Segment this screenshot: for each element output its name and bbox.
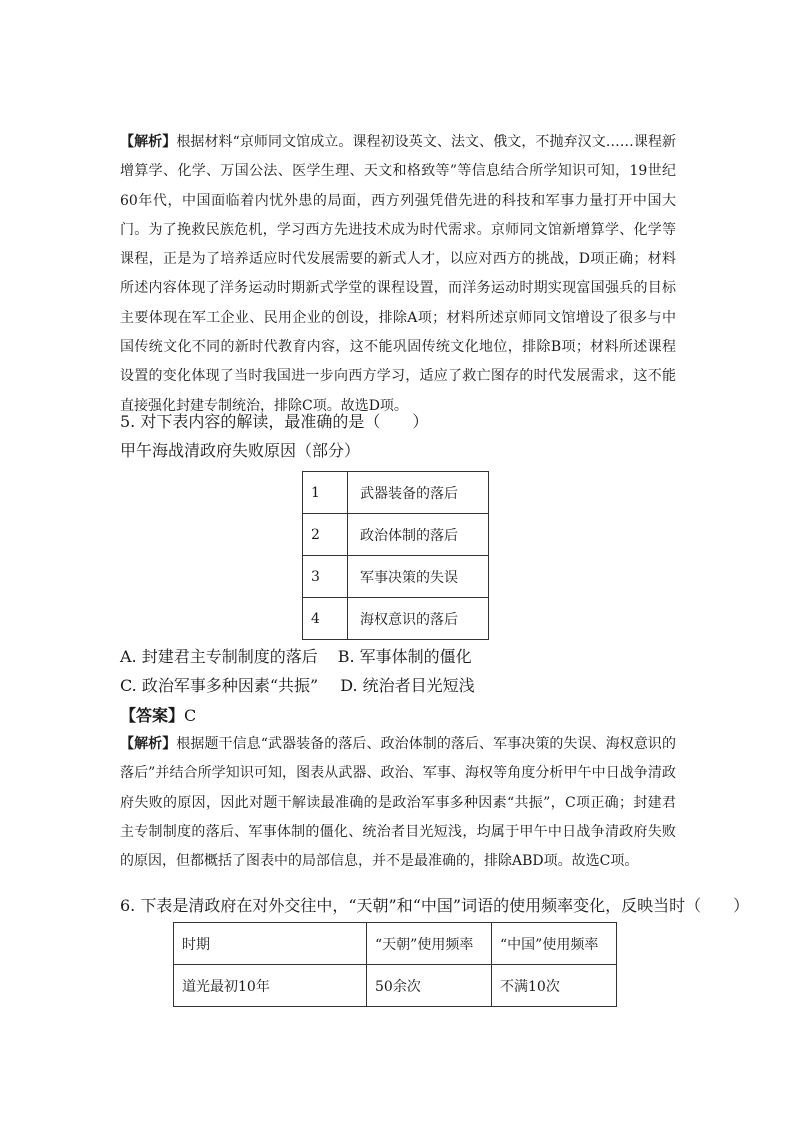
- option-d: D. 统治者目光短浅: [340, 676, 475, 696]
- table-row: [303, 472, 489, 514]
- option-b: B. 军事体制的僵化: [337, 647, 472, 666]
- analysis-q4: [120, 128, 676, 421]
- question-6: [120, 891, 749, 920]
- table-caption: 甲午海战清政府失败原因（部分）: [120, 441, 361, 461]
- analysis-tag: 【解析】: [120, 134, 177, 150]
- question-5-stem: 5. 对下表内容的解读，最准确的是（ ）: [120, 412, 429, 431]
- failure-reasons-table: [302, 471, 489, 640]
- answer-value: C: [184, 705, 197, 725]
- header-tianchao: “天朝”使用频率: [367, 923, 492, 965]
- row-text: 武器装备的落后: [348, 472, 489, 514]
- row-number: 1: [303, 472, 348, 514]
- word-frequency-table: [173, 922, 617, 1007]
- table-row: [303, 598, 489, 640]
- option-c: C. 政治军事多种因素“共振”: [120, 676, 319, 696]
- row-text: 军事决策的失误: [348, 556, 489, 598]
- analysis-text: 根据材料“京师同文馆成立。课程初设英文、法文、俄文，不抛弃汉文……课程新增算学、化学、万国公法、医学生理、天文和格致等”等信息结合所学知识可知，19世纪60年代，中国面临着内忧外患的局面，西方列强凭借先进的科技和军事力量打开中国大门。为了挽救民族危机，学习西方先进技术成为时代需求。京师同文馆新增算学、化学等课程，正是为了培养适应时代发展需要的新式人才，以应对西方的挑战，D项正确；材料所述内容体现了洋务运动时期新式学堂的课程设置，而洋务运动时期实现富国强兵的目标主要体现在军工企业、民用企业的创设，排除A项；材料所述京师同文馆增设了很多与中国传统文化不同的新时代教育内容，这不能巩固传统文化地位，排除B项；材料所述课程设置的变化体现了当时我国进一步向西方学习，适应了救亡图存的时代发展需求，这不能直接强化封建专制统治，排除C项。故选D项。: [120, 134, 677, 414]
- analysis-tag: 【解析】: [120, 736, 177, 752]
- question-6-stem: 6. 下表是清政府在对外交往中，“天朝”和“中国”词语的使用频率变化，反映当时（ ）: [120, 896, 750, 915]
- row-text: 政治体制的落后: [348, 514, 489, 556]
- table-row: [303, 514, 489, 556]
- row-number: 4: [303, 598, 348, 640]
- cell-tianchao: 50余次: [367, 965, 492, 1007]
- row-number: 3: [303, 556, 348, 598]
- analysis-text: 根据题干信息“武器装备的落后、政治体制的落后、军事决策的失误、海权意识的落后”并结合所学知识可知，图表从武器、政治、军事、海权等角度分析甲午中日战争清政府失败的原因，因此对题干解读最准确的是政治军事多种因素“共振”，C项正确；封建君主专制制度的落后、军事体制的僵化、统治者目光短浅，均属于甲午中日战争清政府失败的原因，但都概括了图表中的局部信息，并不是最准确的，排除ABD项。故选C项。: [120, 736, 677, 870]
- row-text: 海权意识的落后: [348, 598, 489, 640]
- cell-period: 道光最初10年: [174, 965, 367, 1007]
- table-header-row: [174, 923, 617, 965]
- cell-zhongguo: 不满10次: [492, 965, 617, 1007]
- row-number: 2: [303, 514, 348, 556]
- table-row: [174, 965, 617, 1007]
- answer-tag: 【答案】: [120, 705, 185, 725]
- question-5-options: [120, 642, 475, 730]
- analysis-q5: [120, 730, 676, 876]
- table-row: [303, 556, 489, 598]
- header-zhongguo: “中国”使用频率: [492, 923, 617, 965]
- question-5: [120, 407, 428, 466]
- header-period: 时期: [174, 923, 367, 965]
- option-a: A. 封建君主专制制度的落后: [120, 647, 318, 666]
